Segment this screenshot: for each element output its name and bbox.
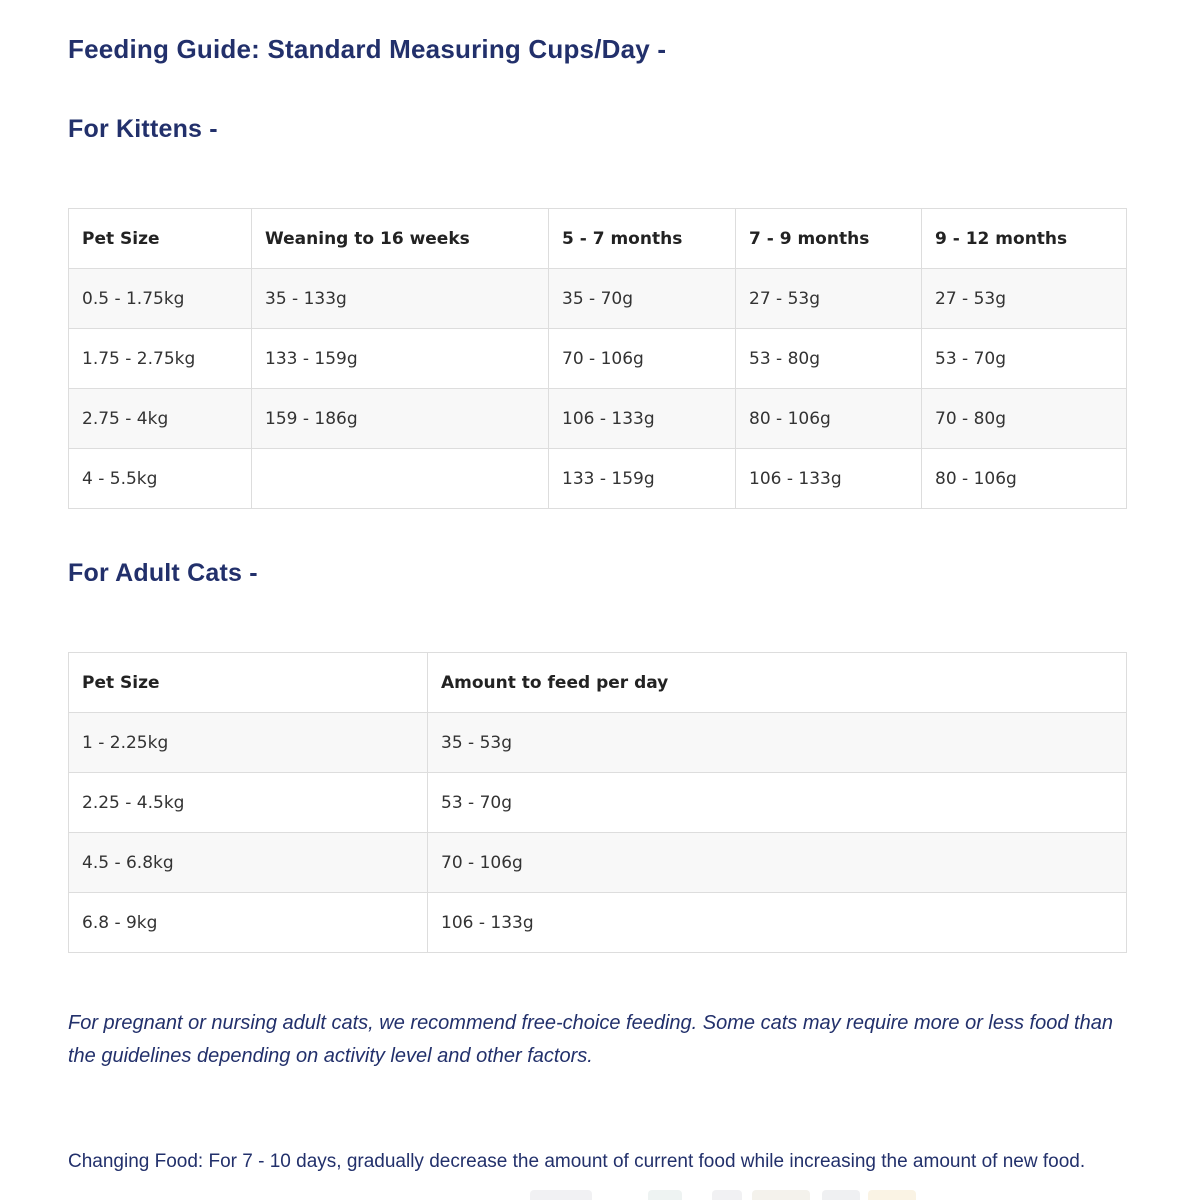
cell-amount: 53 - 70g xyxy=(428,773,1127,833)
cell-amount: 27 - 53g xyxy=(736,269,922,329)
cell-amount: 35 - 70g xyxy=(549,269,736,329)
adult-table-header-row xyxy=(69,653,1127,713)
column-header-9-12-months: 9 - 12 months xyxy=(922,209,1127,269)
cell-amount: 133 - 159g xyxy=(549,449,736,509)
table-row xyxy=(69,773,1127,833)
cell-pet-size: 1 - 2.25kg xyxy=(69,713,428,773)
column-header-pet-size: Pet Size xyxy=(69,653,428,713)
cell-amount: 53 - 70g xyxy=(922,329,1127,389)
cell-amount: 35 - 133g xyxy=(252,269,549,329)
cell-pet-size: 6.8 - 9kg xyxy=(69,893,428,953)
cell-amount: 133 - 159g xyxy=(252,329,549,389)
kittens-feeding-table xyxy=(68,208,1127,509)
column-header-amount-per-day: Amount to feed per day xyxy=(428,653,1127,713)
table-row xyxy=(69,389,1127,449)
adult-cats-heading: For Adult Cats - xyxy=(68,559,258,587)
cell-amount: 80 - 106g xyxy=(736,389,922,449)
table-row xyxy=(69,449,1127,509)
cutoff-thumbnail xyxy=(530,1190,592,1200)
cutoff-thumbnail xyxy=(648,1190,682,1200)
cell-pet-size: 2.75 - 4kg xyxy=(69,389,252,449)
cutoff-thumbnail xyxy=(868,1190,916,1200)
cell-pet-size: 4.5 - 6.8kg xyxy=(69,833,428,893)
cell-amount: 70 - 80g xyxy=(922,389,1127,449)
cell-amount: 106 - 133g xyxy=(428,893,1127,953)
column-header-weaning: Weaning to 16 weeks xyxy=(252,209,549,269)
cell-amount: 80 - 106g xyxy=(922,449,1127,509)
cutoff-thumbnail xyxy=(752,1190,810,1200)
cell-pet-size: 4 - 5.5kg xyxy=(69,449,252,509)
cell-amount: 70 - 106g xyxy=(549,329,736,389)
cell-amount: 106 - 133g xyxy=(736,449,922,509)
table-row xyxy=(69,269,1127,329)
cell-amount: 27 - 53g xyxy=(922,269,1127,329)
kittens-table-header-row xyxy=(69,209,1127,269)
pregnant-nursing-note: For pregnant or nursing adult cats, we recommend free-choice feeding. Some cats may require more or less food than the guidelines depending on activity level and other factors. xyxy=(68,1012,1113,1067)
column-header-7-9-months: 7 - 9 months xyxy=(736,209,922,269)
cutoff-thumbnail xyxy=(712,1190,742,1200)
adult-cats-feeding-table xyxy=(68,652,1127,953)
table-row xyxy=(69,713,1127,773)
changing-food-note: Changing Food: For 7 - 10 days, gradually decrease the amount of current food while increasing the amount of new food. xyxy=(68,1151,1086,1172)
cell-pet-size: 2.25 - 4.5kg xyxy=(69,773,428,833)
column-header-5-7-months: 5 - 7 months xyxy=(549,209,736,269)
table-row xyxy=(69,893,1127,953)
cutoff-thumbnail xyxy=(822,1190,860,1200)
cell-pet-size: 0.5 - 1.75kg xyxy=(69,269,252,329)
cell-amount: 35 - 53g xyxy=(428,713,1127,773)
page-title: Feeding Guide: Standard Measuring Cups/Day - xyxy=(68,34,667,64)
table-row xyxy=(69,833,1127,893)
cell-amount: 159 - 186g xyxy=(252,389,549,449)
cell-amount: 53 - 80g xyxy=(736,329,922,389)
table-row xyxy=(69,329,1127,389)
cell-amount: 70 - 106g xyxy=(428,833,1127,893)
cutoff-thumbnails-strip xyxy=(0,1188,1200,1200)
cell-pet-size: 1.75 - 2.75kg xyxy=(69,329,252,389)
cell-amount-empty xyxy=(252,449,549,509)
cell-amount: 106 - 133g xyxy=(549,389,736,449)
kittens-heading: For Kittens - xyxy=(68,115,218,143)
column-header-pet-size: Pet Size xyxy=(69,209,252,269)
